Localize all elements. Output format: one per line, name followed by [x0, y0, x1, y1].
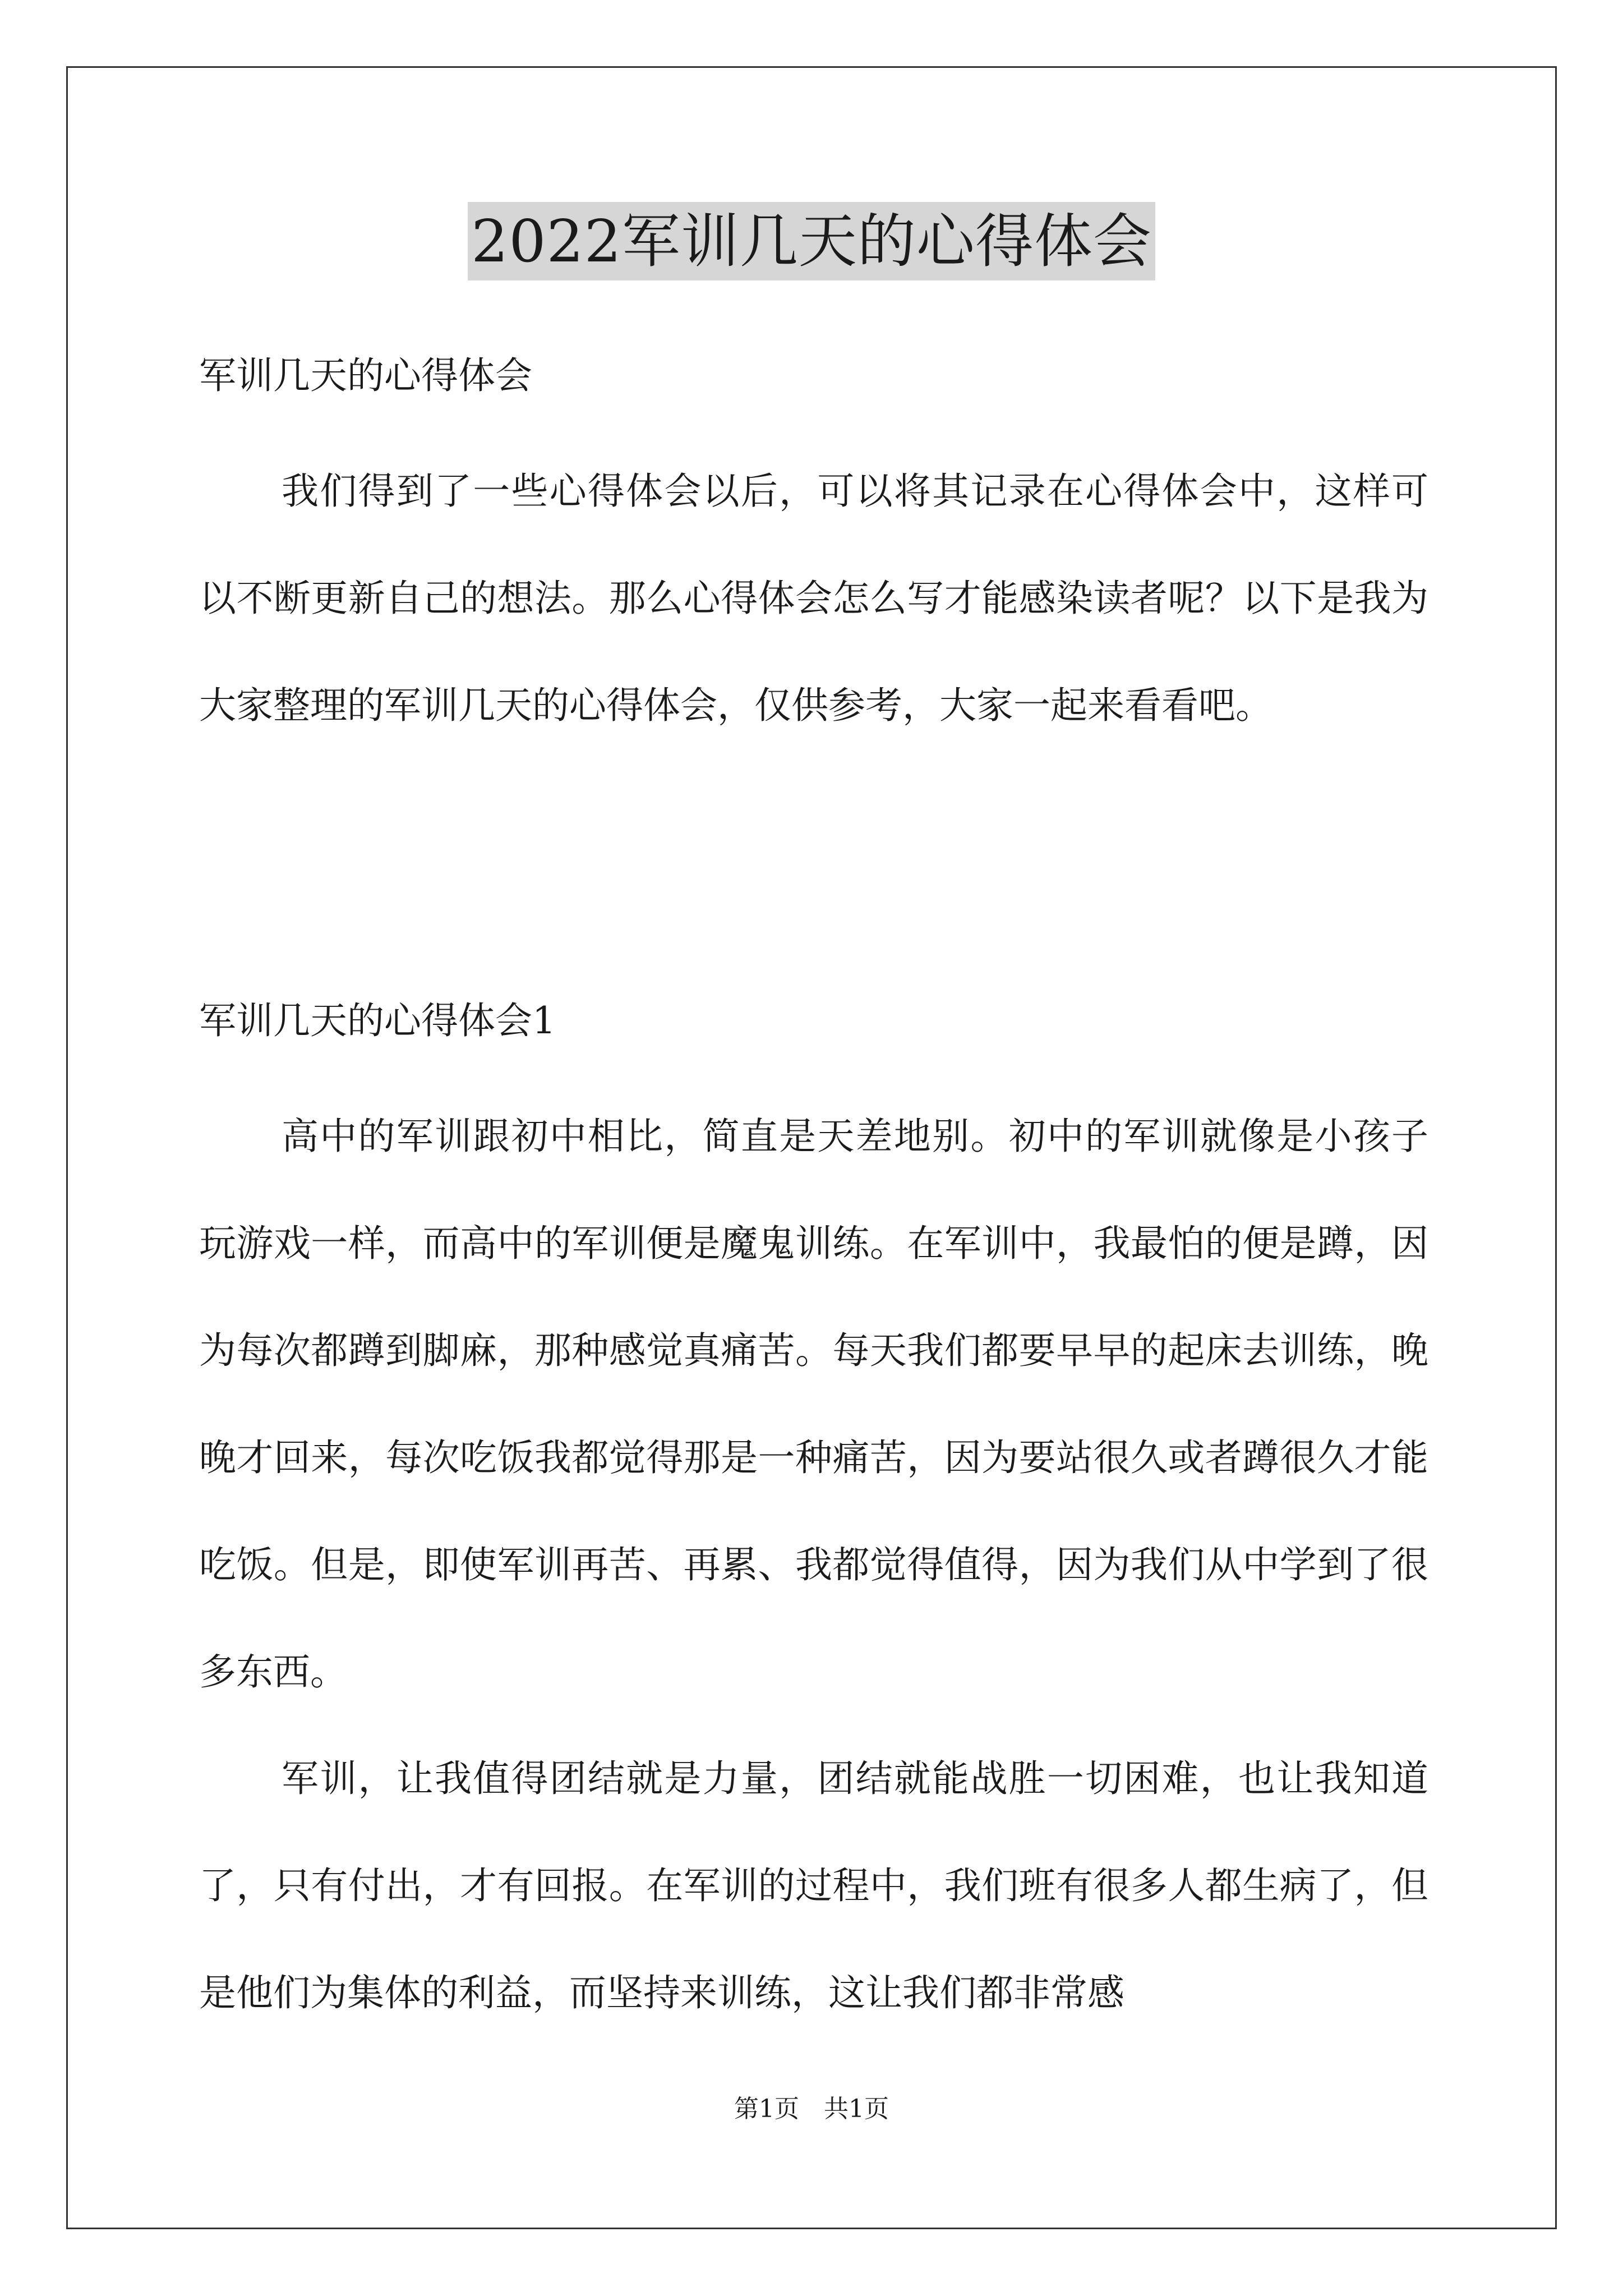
- section1-heading: 军训几天的心得体会1: [199, 999, 556, 1042]
- section1-paragraph-1: 高中的军训跟初中相比，简直是天差地别。初中的军训就像是小孩子玩游戏一样，而高中的军训便是魔鬼训练。在军训中，我最怕的便是蹲，因为每次都蹲到脚麻，那种感觉真痛苦。每天我们都要早早的起床去训练，晚晚才回来，每次吃饭我都觉得那是一种痛苦，因为要站很久或者蹲很久才能吃饭。但是，即使军训再苦、再累、我都觉得值得，因为我们从中学到了很多东西。: [199, 1115, 1428, 1694]
- intro-paragraph: 我们得到了一些心得体会以后，可以将其记录在心得体会中，这样可以不断更新自己的想法。那么心得体会怎么写才能感染读者呢？以下是我为大家整理的军训几天的心得体会，仅供参考，大家一起来看看吧。: [199, 470, 1428, 727]
- document-title: 2022军训几天的心得体会: [468, 202, 1155, 280]
- title-container: [0, 202, 1623, 280]
- page-footer: 第1页 共1页: [734, 2095, 889, 2123]
- section1-paragraph-2: 军训，让我值得团结就是力量，团结就能战胜一切困难，也让我知道了，只有付出，才有回报。在军训的过程中，我们班有很多人都生病了，但是他们为集体的利益，而坚持来训练，这让我们都非常感: [199, 1757, 1428, 2014]
- intro-heading: 军训几天的心得体会: [199, 354, 532, 397]
